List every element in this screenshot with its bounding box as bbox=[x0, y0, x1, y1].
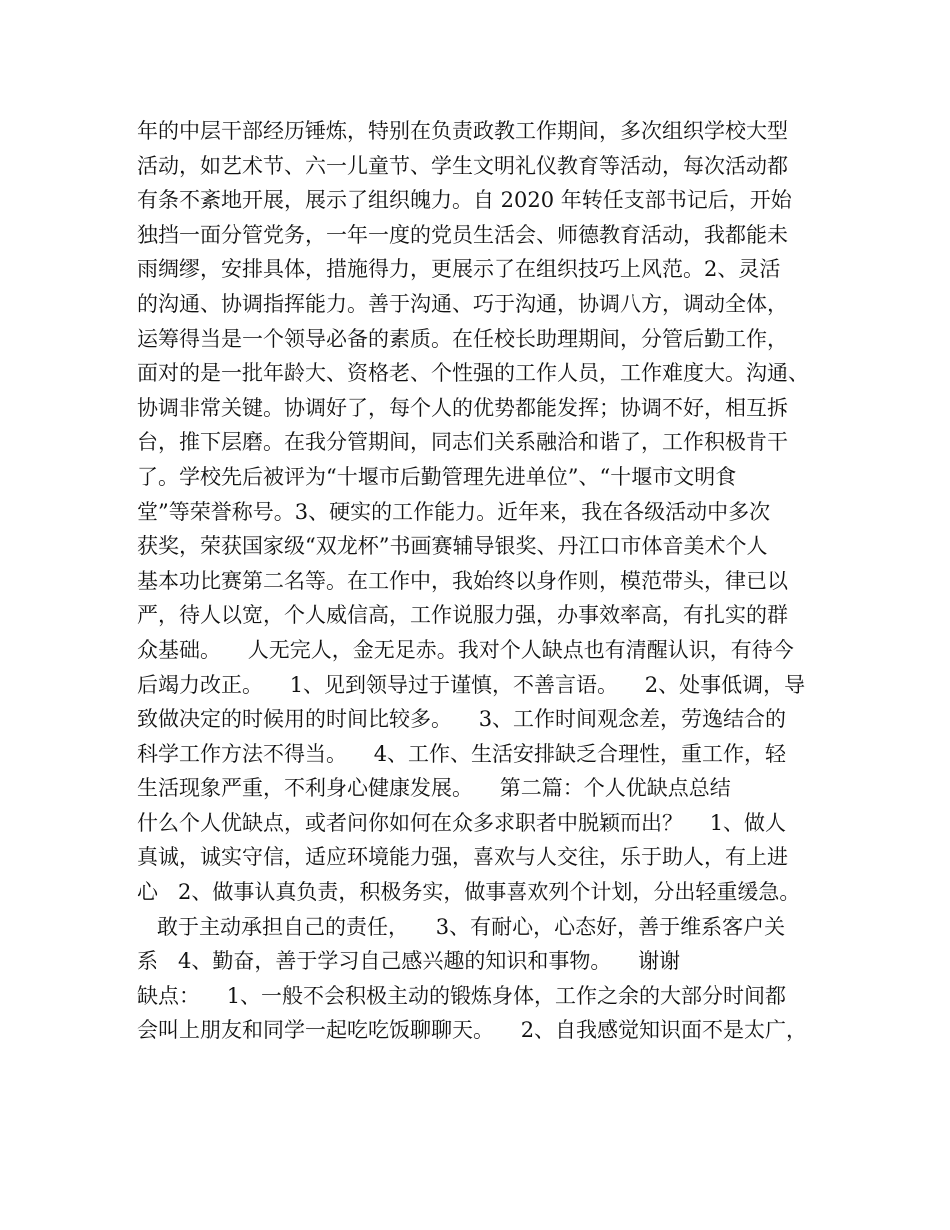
text-line: 真诚，诚实守信，适应环境能力强，喜欢与人交往，乐于助人，有上进 bbox=[137, 845, 788, 870]
document-body bbox=[137, 114, 827, 1048]
text-line: 了。学校先后被评为“十堰市后勤管理先进单位”、“十堰市文明食 bbox=[137, 464, 737, 489]
text-line: 敢于主动承担自己的责任， 3、有耐心，心态好，善于维系客户关 bbox=[137, 914, 786, 939]
text-line: 运筹得当是一个领导必备的素质。在任校长助理期间，分管后勤工作， bbox=[137, 326, 788, 351]
text-line: 的沟通、协调指挥能力。善于沟通、巧于沟通，协调八方，调动全体， bbox=[137, 291, 788, 316]
text-line: 系 4、勤奋，善于学习自己感兴趣的知识和事物。 谢谢 bbox=[137, 949, 681, 974]
text-line: 生活现象严重，不利身心健康发展。 第二篇：个人优缺点总结 bbox=[137, 776, 731, 801]
text-line: 活动，如艺术节、六一儿童节、学生文明礼仪教育等活动，每次活动都 bbox=[137, 153, 788, 178]
text-line: 协调非常关键。协调好了，每个人的优势都能发挥；协调不好，相互拆 bbox=[137, 395, 788, 420]
text-line: 心 2、做事认真负责，积极务实，做事喜欢列个计划，分出轻重缓急。 bbox=[137, 880, 801, 905]
text-line: 堂”等荣誉称号。3、硬实的工作能力。近年来，我在各级活动中多次 bbox=[137, 499, 771, 524]
text-line: 年的中层干部经历锤炼，特别在负责政教工作期间，多次组织学校大型 bbox=[137, 119, 788, 143]
text-line: 台，推下层磨。在我分管期间，同志们关系融洽和谐了，工作积极肯干 bbox=[137, 430, 788, 455]
text-line: 缺点： 1、一般不会积极主动的锻炼身体，工作之余的大部分时间都 bbox=[137, 983, 787, 1008]
text-line: 众基础。 人无完人，金无足赤。我对个人缺点也有清醒认识，有待今 bbox=[137, 637, 794, 662]
text-line: 雨绸缪，安排具体，措施得力，更展示了在组织技巧上风范。2、灵活 bbox=[137, 257, 781, 282]
text-line: 致做决定的时候用的时间比较多。 3、工作时间观念差，劳逸结合的 bbox=[137, 707, 787, 732]
text-line: 基本功比赛第二名等。在工作中，我始终以身作则，模范带头，律已以 bbox=[137, 568, 788, 593]
text-line: 会叫上朋友和同学一起吃吃饭聊聊天。 2、自我感觉知识面不是太广， bbox=[137, 1018, 808, 1043]
text-line: 严，待人以宽，个人威信高，工作说服力强，办事效率高，有扎实的群 bbox=[137, 603, 788, 628]
text-line: 后竭力改正。 1、见到领导过于谨慎，不善言语。 2、处事低调，导 bbox=[137, 672, 806, 697]
text-line: 科学工作方法不得当。 4、工作、生活安排缺乏合理性，重工作，轻 bbox=[137, 741, 787, 766]
text-line: 有条不紊地开展，展示了组织魄力。自 2020 年转任支部书记后，开始 bbox=[137, 188, 792, 213]
text-line: 独挡一面分管党务，一年一度的党员生活会、师德教育活动，我都能未 bbox=[137, 222, 788, 247]
text-line: 什么个人优缺点，或者问你如何在众多求职者中脱颖而出？ 1、做人 bbox=[137, 810, 787, 835]
text-line: 获奖，荣获国家级“双龙杯”书画赛辅导银奖、丹江口市体音美术个人 bbox=[137, 534, 768, 559]
text-line: 面对的是一批年龄大、资格老、个性强的工作人员，工作难度大。沟通、 bbox=[137, 361, 809, 386]
